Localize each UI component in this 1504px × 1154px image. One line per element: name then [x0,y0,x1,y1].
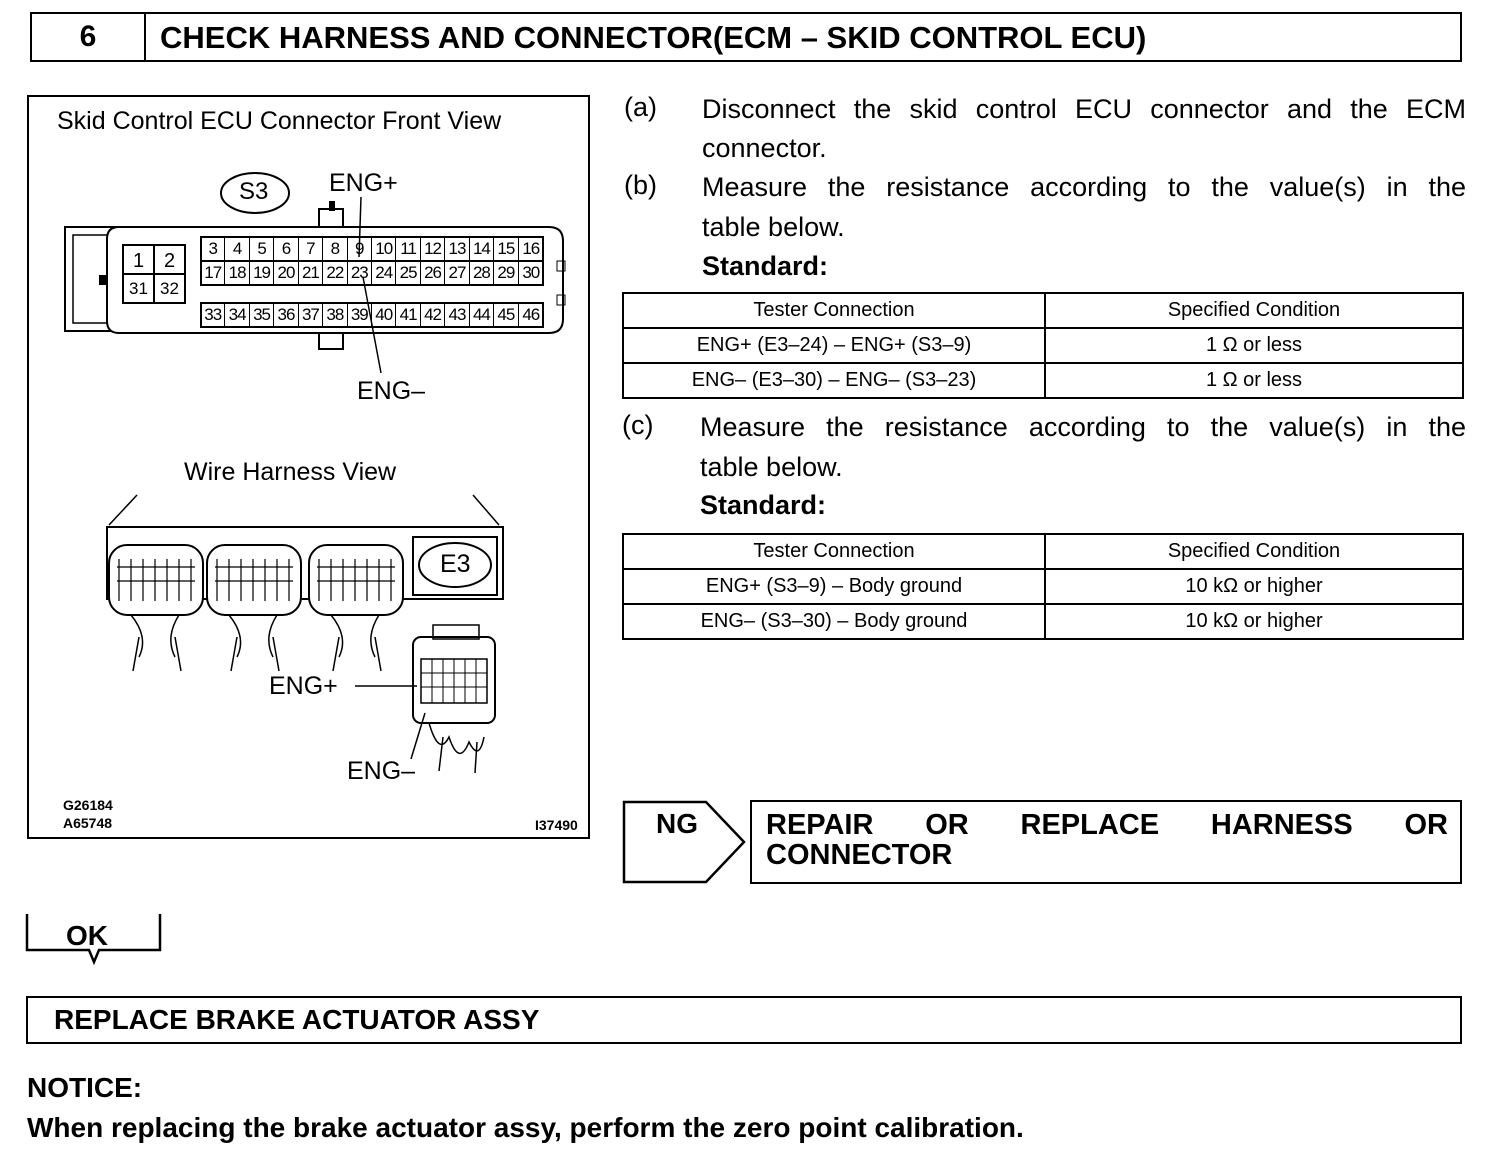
pin-number: 19 [250,262,274,284]
pin-number: 44 [470,304,494,326]
table-cell: 1 Ω or less [1045,328,1463,363]
pin-number: 2 [163,250,176,272]
harness-view-title: Wire Harness View [184,458,397,486]
pin-number: 18 [225,262,249,284]
table-header-row [623,293,1463,328]
step-b-letter: (b) [624,170,657,200]
pin-number: 43 [445,304,469,326]
pin-number: 46 [522,305,540,324]
pin-number: 8 [323,238,347,260]
eng-plus-label: ENG+ [329,169,398,197]
table-cell: 1 Ω or less [1045,363,1463,398]
replace-box [26,996,1462,1044]
pin-number: 5 [250,238,274,260]
pin-number: 15 [494,238,518,260]
ng-result-text: REPAIR OR REPLACE HARNESS OR CONNECTOR [766,809,1448,871]
pin-number: 37 [299,304,323,326]
pin-number: 31 [129,279,148,298]
step-a-line2: connector. [702,133,827,163]
table-row [623,328,1463,363]
ng-label: NG [656,808,698,839]
table-header-cell: Specified Condition [1045,534,1463,569]
pin-number: 7 [299,238,323,260]
pin-number: 28 [470,262,494,284]
step-number: 6 [32,14,146,60]
figure-code-1: G26184 [63,797,113,813]
pin-number: 24 [372,262,396,284]
step-c-standard: Standard: [700,490,827,520]
table-cell: ENG+ (E3–24) – ENG+ (S3–9) [623,328,1045,363]
pin-number: 27 [445,262,469,284]
pin-number: 11 [396,238,420,260]
s3-label: S3 [239,178,269,205]
pin-number: 39 [348,304,372,326]
table-row [623,604,1463,639]
step-a-letter: (a) [624,92,657,122]
pin-number: 32 [160,279,179,298]
table-header-cell: Specified Condition [1045,293,1463,328]
step-c-line2: table below. [700,452,843,482]
step-b-line2: table below. [702,212,845,242]
pin-number: 13 [445,238,469,260]
step-c-line1: Measure the resistance according to the value(s) in the [700,412,1466,442]
pin-number: 36 [274,304,298,326]
pin-number: 45 [494,304,518,326]
figure-code-3: I37490 [535,817,578,833]
replace-text: REPLACE BRAKE ACTUATOR ASSY [54,1004,540,1035]
notice-text: When replacing the brake actuator assy, perform the zero point calibration. [27,1112,1024,1143]
table-cell: 10 kΩ or higher [1045,604,1463,639]
harness-eng-minus-label: ENG– [347,757,416,785]
table-cell: ENG– (E3–30) – ENG– (S3–23) [623,363,1045,398]
table-cell: 10 kΩ or higher [1045,569,1463,604]
figure-code-2: A65748 [63,815,113,831]
step-header [30,12,1462,62]
pin-number: 14 [470,238,494,260]
pin-number: 42 [421,304,445,326]
pin-number: 33 [201,304,225,326]
notice-label: NOTICE: [27,1072,143,1103]
pin-number: 21 [299,262,323,284]
table-header-cell: Tester Connection [623,293,1045,328]
pin-number: 38 [323,304,347,326]
eng-minus-label: ENG– [357,377,426,405]
pin-number: 16 [522,239,540,258]
table-cell: ENG+ (S3–9) – Body ground [623,569,1045,604]
table-header-cell: Tester Connection [623,534,1045,569]
step-b-line1: Measure the resistance according to the value(s) in the [702,172,1466,202]
step-b-standard: Standard: [702,251,829,281]
pin-number: 12 [421,238,445,260]
pin-number: 6 [274,238,298,260]
pin-number: 10 [372,238,396,260]
e3-label: E3 [440,550,471,578]
pin-number: 30 [522,263,540,282]
ok-label: OK [66,920,108,951]
step-c-letter: (c) [622,410,654,440]
pin-number: 25 [396,262,420,284]
table-row [623,363,1463,398]
pin-number: 40 [372,304,396,326]
pin-number: 41 [396,304,420,326]
table-header-row [623,534,1463,569]
pin-number: 20 [274,262,298,284]
pin-number: 3 [201,238,225,260]
front-view-title: Skid Control ECU Connector Front View [57,107,502,135]
connector-figure [27,95,590,839]
pin-number: 29 [494,262,518,284]
pin-number: 35 [250,304,274,326]
step-a-line1: Disconnect the skid control ECU connector and the ECM [702,94,1466,124]
pin-number: 17 [201,262,225,284]
table-row [623,569,1463,604]
harness-eng-plus-label: ENG+ [269,672,338,700]
pin-number: 22 [323,262,347,284]
step-title: CHECK HARNESS AND CONNECTOR(ECM – SKID CONTROL ECU) [160,20,1147,55]
pin-number: 1 [132,250,145,272]
pin-number: 26 [421,262,445,284]
pin-number: 4 [225,238,249,260]
pin-number: 9 [348,238,372,260]
spec-table-1 [622,292,1464,399]
spec-table-2 [622,533,1464,640]
pin-number: 23 [348,262,372,284]
table-cell: ENG– (S3–30) – Body ground [623,604,1045,639]
ng-result-box [750,800,1462,884]
pin-number: 34 [225,304,249,326]
